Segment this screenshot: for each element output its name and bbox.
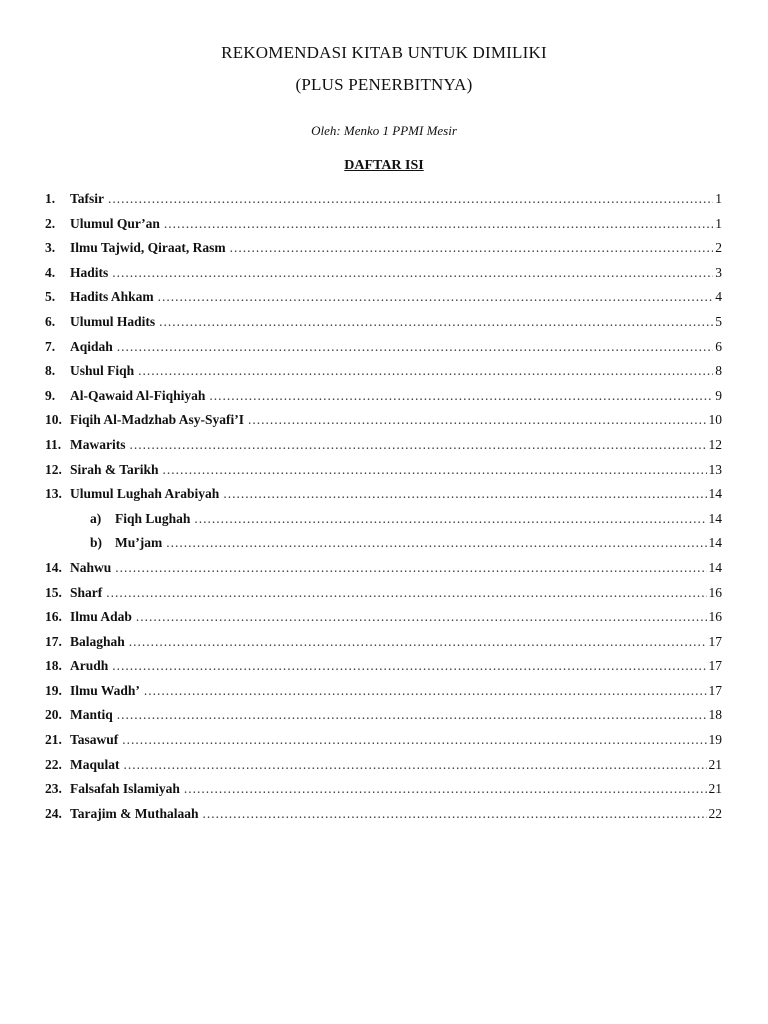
toc-entry-label: Ulumul Lughah Arabiyah [70,486,220,502]
toc-entry-number: 14. [45,559,62,575]
toc-entry-page-number: 6 [715,338,722,354]
toc-entry-number: 18. [45,658,62,674]
toc-entry-label: Balaghah [70,633,125,649]
toc-dot-leader [112,657,706,675]
toc-entry-number: 24. [45,805,62,821]
toc-entry-number: 17. [45,633,62,649]
toc-entry-label: Aqidah [70,338,113,354]
toc-entry-label: Ulumul Hadits [70,313,156,329]
toc-dot-leader [106,584,706,602]
toc-entry[interactable] [45,362,722,387]
toc-entry-page-number: 12 [708,436,722,452]
toc-entry-number: 5. [45,289,56,305]
toc-entry-page-number: 16 [708,584,722,600]
toc-entry-page-number: 17 [708,633,722,649]
toc-entry-label: Sharf [70,584,103,600]
toc-entry[interactable] [45,264,722,289]
toc-dot-leader [158,288,714,306]
toc-entry[interactable] [45,805,722,830]
toc-entry-number: 9. [45,387,56,403]
toc-dot-leader [164,215,713,233]
toc-entry-page-number: 14 [708,486,722,502]
toc-entry-label: Maqulat [70,756,120,772]
toc-entry[interactable] [45,608,722,633]
toc-entry-number: b) [90,535,103,551]
toc-dot-leader [117,338,713,356]
toc-entry-page-number: 13 [708,461,722,477]
toc-entry[interactable] [45,387,722,412]
author-line: Oleh: Menko 1 PPMI Mesir [311,123,457,138]
toc-dot-leader [138,362,713,380]
toc-dot-leader [108,190,713,208]
toc-entry-label: Mu’jam [115,535,163,551]
toc-entry[interactable] [45,706,722,731]
table-of-contents [45,190,722,829]
toc-entry-page-number: 8 [715,363,722,379]
toc-dot-leader [230,239,714,257]
toc-entry[interactable] [45,313,722,338]
toc-entry-number: 1. [45,191,56,206]
toc-entry-label: Hadits Ahkam [70,289,154,305]
toc-dot-leader [129,633,707,651]
toc-dot-leader [144,682,707,700]
toc-entry-page-number: 3 [715,264,722,280]
toc-entry-label: Tafsir [70,191,105,206]
toc-entry[interactable] [45,510,722,535]
toc-entry[interactable] [45,288,722,313]
toc-entry[interactable] [45,731,722,756]
toc-entry-page-number: 16 [708,609,722,625]
toc-dot-leader [117,706,707,724]
toc-dot-leader [159,313,713,331]
toc-heading: DAFTAR ISI [344,158,424,173]
toc-entry[interactable] [45,215,722,240]
toc-entry-number: 11. [45,436,62,452]
toc-dot-leader [223,485,706,503]
toc-entry[interactable] [45,682,722,707]
toc-entry-page-number: 14 [708,559,722,575]
toc-entry-number: 21. [45,732,62,748]
toc-entry-page-number: 10 [708,412,722,428]
toc-entry-label: Tarajim & Muthalaah [70,805,199,821]
toc-entry-label: Ilmu Wadh’ [70,682,140,698]
toc-dot-leader [166,534,706,552]
toc-dot-leader [209,387,713,405]
toc-dot-leader [122,731,706,749]
toc-entry-label: Ushul Fiqh [70,363,135,379]
toc-entry-number: 23. [45,781,62,797]
toc-entry-number: 8. [45,363,56,379]
toc-entry-number: 20. [45,707,62,723]
toc-entry-page-number: 9 [715,387,722,403]
toc-entry-number: 13. [45,486,62,502]
toc-entry-number: a) [90,510,102,526]
toc-entry-label: Ilmu Tajwid, Qiraat, Rasm [70,240,226,256]
toc-entry-label: Ulumul Qur’an [70,215,160,231]
toc-dot-leader [112,264,713,282]
toc-entry-page-number: 5 [715,313,722,329]
toc-dot-leader [115,559,706,577]
toc-entry-page-number: 17 [708,658,722,674]
toc-entry-page-number: 14 [708,510,722,526]
toc-dot-leader [124,756,707,774]
toc-entry-page-number: 18 [708,707,722,723]
toc-entry-page-number: 21 [708,756,722,772]
toc-entry[interactable] [45,534,722,559]
toc-entry-number: 10. [45,412,62,428]
toc-entry[interactable] [45,584,722,609]
toc-entry-label: Al-Qawaid Al-Fiqhiyah [70,387,206,403]
toc-entry-number: 15. [45,584,62,600]
toc-entry-label: Fiqh Lughah [115,510,191,526]
toc-entry-page-number: 1 [715,191,722,206]
toc-dot-leader [163,461,707,479]
toc-dot-leader [248,411,706,429]
toc-entry-label: Nahwu [70,559,112,575]
toc-entry[interactable] [45,756,722,781]
toc-entry-page-number: 17 [708,682,722,698]
toc-entry-page-number: 4 [715,289,722,305]
toc-entry-number: 12. [45,461,62,477]
toc-entry-label: Hadits [70,264,109,280]
toc-entry[interactable] [45,485,722,510]
toc-entry-page-number: 19 [708,732,722,748]
toc-dot-leader [129,436,706,454]
toc-entry-page-number: 22 [708,805,722,821]
toc-entry[interactable] [45,657,722,682]
toc-dot-leader [136,608,707,626]
toc-entry-number: 7. [45,338,56,354]
toc-entry[interactable] [45,190,722,215]
toc-entry-label: Mantiq [70,707,113,723]
toc-entry-number: 2. [45,215,56,231]
toc-entry[interactable] [45,239,722,264]
toc-entry[interactable] [45,436,722,461]
toc-entry[interactable] [45,633,722,658]
toc-entry-number: 16. [45,609,62,625]
toc-entry-page-number: 21 [708,781,722,797]
toc-entry[interactable] [45,559,722,584]
toc-entry[interactable] [45,411,722,436]
toc-dot-leader [184,780,707,798]
toc-entry-label: Fiqih Al-Madzhab Asy-Syafi’I [70,412,245,428]
toc-entry-label: Sirah & Tarikh [70,461,159,477]
toc-entry-number: 19. [45,682,62,698]
toc-entry[interactable] [45,338,722,363]
toc-entry-label: Arudh [70,658,109,674]
toc-entry-number: 22. [45,756,62,772]
toc-dot-leader [194,510,706,528]
document-subtitle: (PLUS PENERBITNYA) [295,75,473,94]
toc-entry-label: Tasawuf [70,732,119,748]
toc-entry-page-number: 2 [715,240,722,256]
toc-entry-number: 4. [45,264,56,280]
document-title: REKOMENDASI KITAB UNTUK DIMILIKI [221,43,547,62]
toc-entry-page-number: 14 [708,535,722,551]
toc-entry-label: Ilmu Adab [70,609,132,625]
toc-entry-number: 3. [45,240,56,256]
toc-entry-label: Falsafah Islamiyah [70,781,180,797]
toc-entry[interactable] [45,461,722,486]
toc-entry-number: 6. [45,313,56,329]
toc-entry-page-number: 1 [715,215,722,231]
toc-entry[interactable] [45,780,722,805]
toc-entry-label: Mawarits [70,436,126,452]
toc-dot-leader [203,805,707,823]
